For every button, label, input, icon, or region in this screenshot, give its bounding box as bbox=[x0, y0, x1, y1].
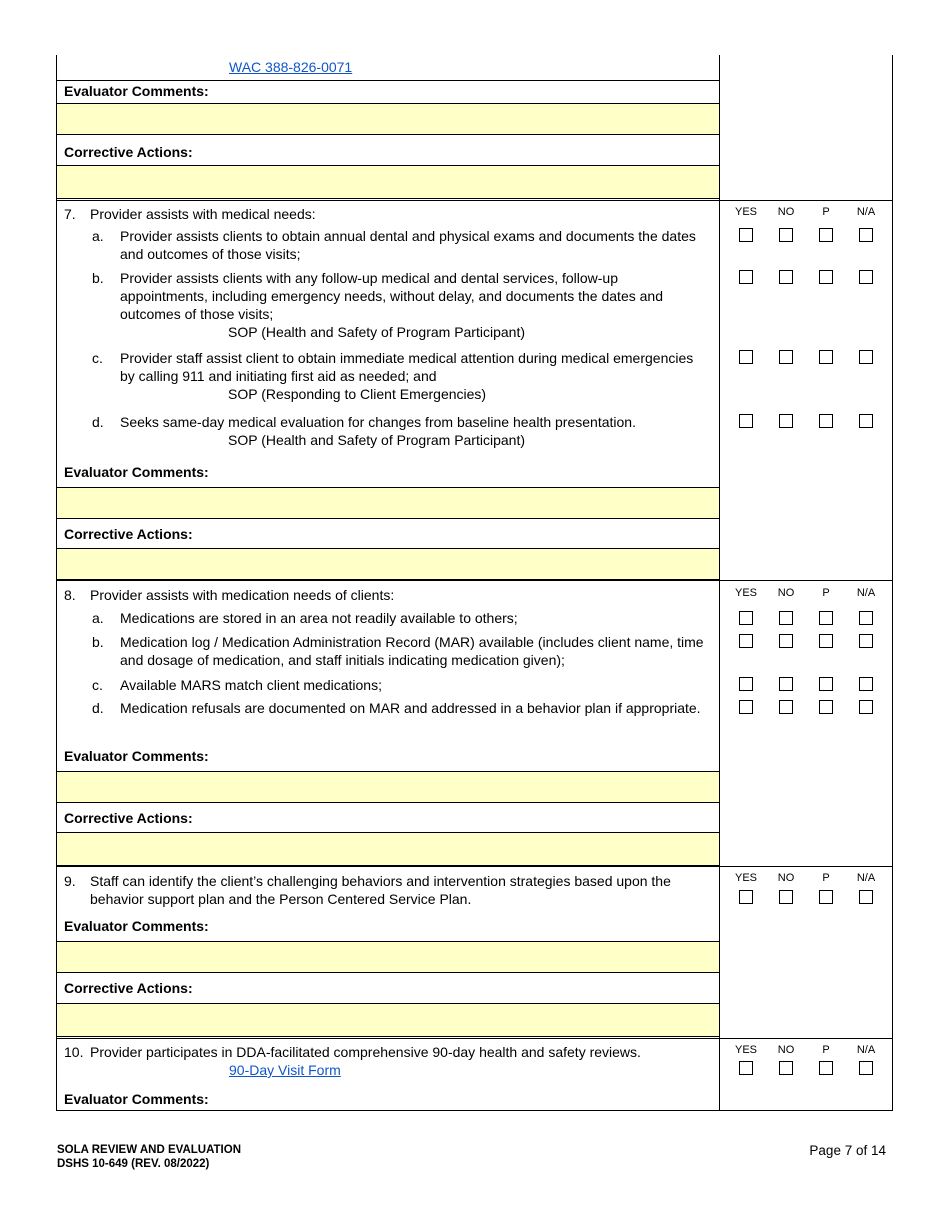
checkbox-no[interactable] bbox=[779, 1061, 793, 1075]
corrective-actions-input[interactable] bbox=[57, 548, 719, 580]
checkbox-p[interactable] bbox=[819, 700, 833, 714]
checkbox-na[interactable] bbox=[859, 1061, 873, 1075]
footer-page-indicator: Page 7 of 14 bbox=[809, 1143, 886, 1158]
item-text: Provider assists clients with any follow-up medical and dental services, follow-up appointments, including emergency needs, without delay, and documents the dates and outcomes of those visits; bbox=[120, 270, 663, 322]
item-letter: b. bbox=[92, 634, 104, 650]
checkbox-p[interactable] bbox=[819, 634, 833, 648]
question-item bbox=[92, 676, 710, 694]
col-header-no: NO bbox=[777, 1044, 795, 1056]
corrective-actions-input[interactable] bbox=[57, 165, 719, 199]
checkbox-p[interactable] bbox=[819, 350, 833, 364]
question-title: Provider assists with medication needs of clients: bbox=[90, 587, 395, 603]
checkbox-row-7b bbox=[720, 270, 892, 284]
evaluator-comments-label: Evaluator Comments: bbox=[64, 918, 209, 934]
item-text: Medication refusals are documented on MAR and addressed in a behavior plan if appropriate. bbox=[120, 700, 701, 716]
item-letter: c. bbox=[92, 677, 103, 693]
checkbox-header bbox=[720, 587, 892, 600]
checkbox-row-8a bbox=[720, 611, 892, 625]
checkbox-yes[interactable] bbox=[739, 228, 753, 242]
evaluator-comments-input[interactable] bbox=[57, 103, 719, 135]
evaluator-comments-input[interactable] bbox=[57, 941, 719, 973]
col-header-p: P bbox=[822, 872, 830, 884]
sop-note: SOP (Health and Safety of Program Participant) bbox=[228, 324, 525, 340]
col-header-yes: YES bbox=[734, 587, 757, 599]
item-letter: d. bbox=[92, 700, 104, 716]
checkbox-p[interactable] bbox=[819, 1061, 833, 1075]
checkbox-header bbox=[720, 872, 892, 885]
question-number: 10. bbox=[64, 1044, 84, 1060]
col-header-p: P bbox=[822, 206, 830, 218]
question-text: Provider participates in DDA-facilitated comprehensive 90-day health and safety reviews. bbox=[90, 1044, 641, 1060]
checkbox-row-8d bbox=[720, 700, 892, 714]
evaluator-comments-label: Evaluator Comments: bbox=[64, 83, 209, 99]
checkbox-yes[interactable] bbox=[739, 890, 753, 904]
checkbox-row-9 bbox=[720, 890, 892, 904]
checkbox-yes[interactable] bbox=[739, 677, 753, 691]
checkbox-yes[interactable] bbox=[739, 270, 753, 284]
corrective-actions-input[interactable] bbox=[57, 832, 719, 866]
col-header-na: N/A bbox=[856, 872, 876, 884]
checkbox-row-7a bbox=[720, 228, 892, 242]
question-item bbox=[92, 349, 710, 403]
question-item bbox=[92, 699, 710, 717]
item-text: Provider staff assist client to obtain immediate medical attention during medical emergencies by calling 911 and initiating first aid as needed; and bbox=[120, 350, 694, 384]
checkbox-row-8b bbox=[720, 634, 892, 648]
section-6-continuation bbox=[57, 55, 892, 200]
corrective-actions-label: Corrective Actions: bbox=[64, 810, 193, 826]
question-number: 7. bbox=[64, 206, 76, 222]
col-header-yes: YES bbox=[734, 872, 757, 884]
col-header-p: P bbox=[822, 587, 830, 599]
checkbox-no[interactable] bbox=[779, 228, 793, 242]
corrective-actions-label: Corrective Actions: bbox=[64, 526, 193, 542]
corrective-actions-input[interactable] bbox=[57, 1003, 719, 1037]
col-header-yes: YES bbox=[734, 206, 757, 218]
checkbox-row-10 bbox=[720, 1061, 892, 1075]
col-header-na: N/A bbox=[856, 1044, 876, 1056]
item-text: Available MARS match client medications; bbox=[120, 677, 382, 693]
evaluator-comments-input[interactable] bbox=[57, 487, 719, 519]
question-text: Staff can identify the client’s challenging behaviors and intervention strategies based upon the behavior support plan and the Person Centered Service Plan. bbox=[90, 873, 671, 907]
footer-form-number: DSHS 10-649 (REV. 08/2022) bbox=[57, 1158, 210, 1170]
item-letter: a. bbox=[92, 228, 104, 244]
checkbox-yes[interactable] bbox=[739, 350, 753, 364]
checkbox-no[interactable] bbox=[779, 611, 793, 625]
checkbox-no[interactable] bbox=[779, 414, 793, 428]
question-item bbox=[92, 413, 710, 449]
checkbox-header bbox=[720, 1044, 892, 1057]
checkbox-no[interactable] bbox=[779, 350, 793, 364]
item-text: Medications are stored in an area not readily available to others; bbox=[120, 610, 518, 626]
item-text: Seeks same-day medical evaluation for changes from baseline health presentation. bbox=[120, 414, 636, 430]
row-divider bbox=[57, 80, 719, 81]
checkbox-row-8c bbox=[720, 677, 892, 691]
col-header-na: N/A bbox=[856, 587, 876, 599]
checkbox-row-7d bbox=[720, 414, 892, 428]
question-item bbox=[92, 609, 710, 627]
checkbox-yes[interactable] bbox=[739, 414, 753, 428]
item-text: Provider assists clients to obtain annual dental and physical exams and documents the dates and outcomes of those visits; bbox=[120, 228, 696, 262]
checkbox-no[interactable] bbox=[779, 634, 793, 648]
checkbox-yes[interactable] bbox=[739, 634, 753, 648]
col-header-yes: YES bbox=[734, 1044, 757, 1056]
evaluator-comments-label: Evaluator Comments: bbox=[64, 464, 209, 480]
checkbox-yes[interactable] bbox=[739, 700, 753, 714]
footer-form-title: SOLA REVIEW AND EVALUATION bbox=[57, 1144, 241, 1156]
ninety-day-visit-form-link[interactable]: 90-Day Visit Form bbox=[229, 1062, 341, 1078]
checkbox-yes[interactable] bbox=[739, 1061, 753, 1075]
checkbox-na[interactable] bbox=[859, 634, 873, 648]
checkbox-na[interactable] bbox=[859, 270, 873, 284]
checkbox-no[interactable] bbox=[779, 890, 793, 904]
checkbox-na[interactable] bbox=[859, 700, 873, 714]
sop-note: SOP (Responding to Client Emergencies) bbox=[228, 386, 487, 402]
question-title: Provider assists with medical needs: bbox=[90, 206, 316, 222]
question-item bbox=[92, 633, 710, 669]
item-letter: a. bbox=[92, 610, 104, 626]
section-8 bbox=[57, 580, 892, 866]
checkbox-no[interactable] bbox=[779, 677, 793, 691]
checkbox-p[interactable] bbox=[819, 890, 833, 904]
wac-link[interactable]: WAC 388-826-0071 bbox=[229, 59, 353, 75]
evaluator-comments-input[interactable] bbox=[57, 771, 719, 803]
checkbox-p[interactable] bbox=[819, 414, 833, 428]
question-number: 8. bbox=[64, 587, 76, 603]
col-header-na: N/A bbox=[856, 206, 876, 218]
section-10 bbox=[57, 1038, 892, 1110]
checkbox-p[interactable] bbox=[819, 611, 833, 625]
checkbox-na[interactable] bbox=[859, 228, 873, 242]
item-letter: b. bbox=[92, 270, 104, 286]
checkbox-no[interactable] bbox=[779, 700, 793, 714]
section-7 bbox=[57, 200, 892, 580]
corrective-actions-label: Corrective Actions: bbox=[64, 980, 193, 996]
checkbox-p[interactable] bbox=[819, 228, 833, 242]
checkbox-na[interactable] bbox=[859, 350, 873, 364]
form-table bbox=[56, 55, 893, 1111]
corrective-actions-label: Corrective Actions: bbox=[64, 144, 193, 160]
evaluator-comments-label: Evaluator Comments: bbox=[64, 748, 209, 764]
checkbox-na[interactable] bbox=[859, 890, 873, 904]
question-item bbox=[92, 227, 710, 263]
checkbox-no[interactable] bbox=[779, 270, 793, 284]
section-9 bbox=[57, 866, 892, 1038]
column-divider bbox=[719, 201, 720, 580]
sop-note: SOP (Health and Safety of Program Participant) bbox=[228, 432, 525, 448]
checkbox-header bbox=[720, 206, 892, 219]
col-header-p: P bbox=[822, 1044, 830, 1056]
checkbox-row-7c bbox=[720, 350, 892, 364]
item-letter: c. bbox=[92, 350, 103, 366]
item-text: Medication log / Medication Administration Record (MAR) available (includes client name, time and dosage of medication, and staff initials indicating medication given); bbox=[120, 634, 704, 668]
item-letter: d. bbox=[92, 414, 104, 430]
checkbox-p[interactable] bbox=[819, 270, 833, 284]
col-header-no: NO bbox=[777, 872, 795, 884]
col-header-no: NO bbox=[777, 587, 795, 599]
checkbox-na[interactable] bbox=[859, 414, 873, 428]
question-number: 9. bbox=[64, 873, 76, 889]
checkbox-na[interactable] bbox=[859, 611, 873, 625]
checkbox-yes[interactable] bbox=[739, 611, 753, 625]
col-header-no: NO bbox=[777, 206, 795, 218]
column-divider bbox=[719, 55, 720, 200]
checkbox-p[interactable] bbox=[819, 677, 833, 691]
checkbox-na[interactable] bbox=[859, 677, 873, 691]
evaluator-comments-label: Evaluator Comments: bbox=[64, 1091, 209, 1107]
question-item bbox=[92, 269, 710, 341]
